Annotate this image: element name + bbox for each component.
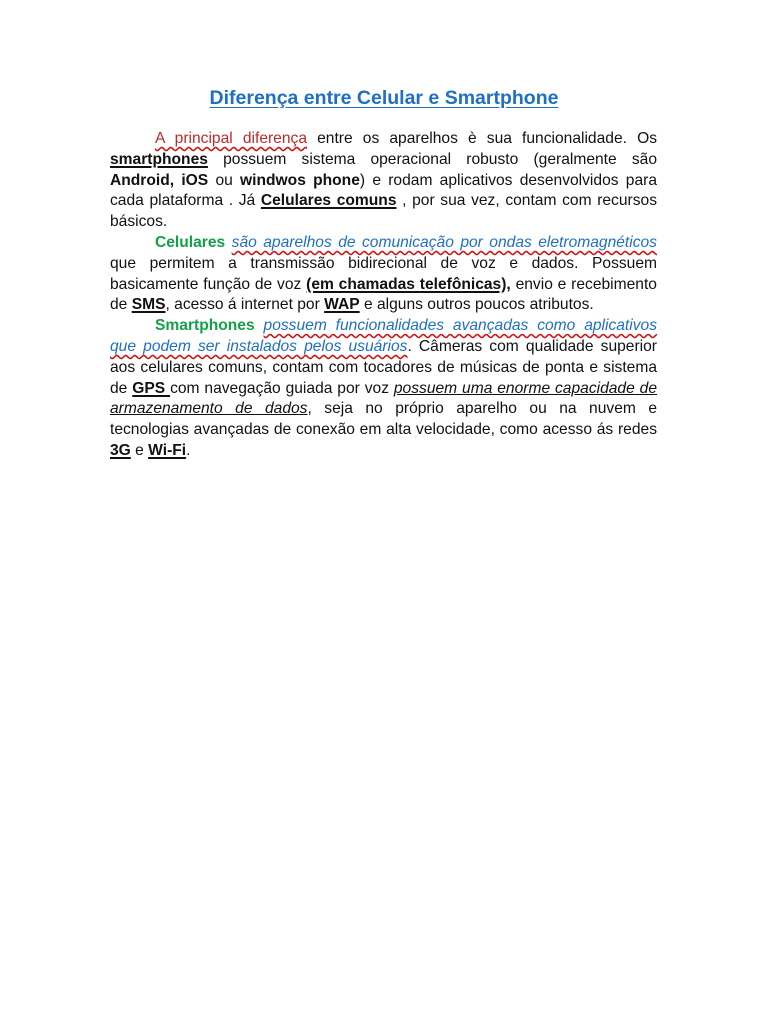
document-title: Diferença entre Celular e Smartphone bbox=[209, 87, 559, 109]
p3-term-gps: GPS bbox=[132, 379, 171, 397]
p3-text: . bbox=[186, 441, 191, 459]
p3-term-3g: 3G bbox=[110, 441, 131, 459]
document-body bbox=[110, 129, 657, 462]
p2-heading-celulares: Celulares bbox=[155, 233, 226, 251]
p1-phrase-principal: A principal diferença bbox=[155, 130, 308, 147]
p2-definition: são aparelhos de comunicação por ondas eletromagnéticos bbox=[231, 233, 657, 251]
p3-term-wifi: Wi-Fi bbox=[148, 441, 187, 459]
p1-text: ou bbox=[208, 171, 241, 189]
p3-text: e bbox=[130, 441, 149, 459]
p3-text: . Câmeras com qualidade superior aos celulares comuns, contam com tocadores de músicas de ponta e sistema de bbox=[110, 337, 657, 397]
p1-term-celulares-comuns: Celulares comuns bbox=[260, 192, 397, 210]
p1-text: entre os aparelhos è sua funcionalidade. Os bbox=[307, 130, 657, 147]
p1-text: possuem sistema operacional robusto (geralmente são bbox=[207, 150, 657, 168]
p2-text: e alguns outros poucos atributos. bbox=[359, 296, 594, 314]
p1-text: ) e rodam aplicativos desenvolvidos para cada plataforma . Já bbox=[110, 171, 657, 210]
p2-text: envio e recebimento de bbox=[110, 275, 657, 314]
p1-text: , por sua vez, contam com recursos básicos. bbox=[110, 192, 657, 231]
p2-term-sms: SMS bbox=[131, 296, 166, 314]
p2-term-chamadas: (em chamadas telefônicas), bbox=[306, 275, 511, 293]
paragraph-2 bbox=[110, 233, 657, 316]
p3-definition: possuem funcionalidades avançadas como aplicativos que podem ser instalados pelos usuários bbox=[110, 317, 657, 355]
paragraph-3 bbox=[110, 316, 657, 462]
p3-phrase-armazenamento: possuem uma enorme capacidade de armazenamento de dados bbox=[110, 379, 658, 418]
p3-text bbox=[255, 317, 264, 334]
p3-heading-smartphones: Smartphones bbox=[155, 317, 255, 335]
p1-term-android-ios: Android, iOS bbox=[110, 171, 209, 189]
p3-text: com navegação guiada por voz bbox=[170, 379, 394, 397]
p1-term-smartphones: smartphones bbox=[110, 150, 208, 168]
p2-term-wap: WAP bbox=[324, 296, 360, 314]
paragraph-1 bbox=[110, 129, 657, 233]
p2-text: , acesso á internet por bbox=[165, 296, 325, 314]
p1-term-windwos-phone: windwos phone bbox=[240, 171, 360, 189]
p3-text: , seja no próprio aparelho ou na nuvem e tecnologias avançadas de conexão em alta velocidade, como acesso ás redes bbox=[110, 400, 658, 439]
p2-text: que permitem a transmissão bidirecional de voz e dados. Possuem basicamente função de voz bbox=[110, 254, 657, 293]
